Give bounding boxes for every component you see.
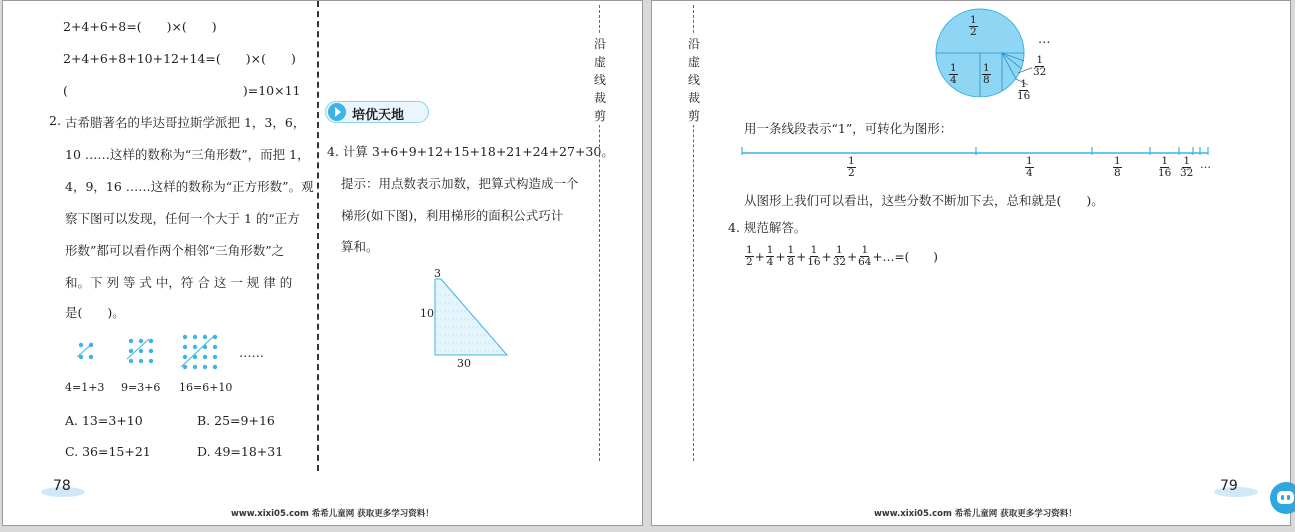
- cut-char: 沿: [687, 37, 700, 51]
- circle-label-quarter: $\frac{1}{4}$: [950, 62, 957, 86]
- q4-line-4: 算和。: [341, 239, 379, 254]
- cut-char: 线: [593, 73, 606, 87]
- segment-label-quarter: $\frac{1}{4}$: [1026, 155, 1033, 179]
- cut-char: 线: [687, 73, 700, 87]
- option-b: B. 25=9+16: [197, 413, 275, 428]
- q2-line-3: 4，9，16 ……这样的数称为“正方形数”。观: [65, 179, 314, 194]
- dot-caption-1: 4=1+3: [65, 381, 105, 394]
- page-number: 78: [53, 478, 71, 494]
- segment-ellipsis: …: [1200, 158, 1211, 171]
- conclusion-text: 从图形上我们可以看出，这些分数不断加下去，总和就是( )。: [744, 193, 1104, 208]
- segment-intro: 用一条线段表示“1”，可转化为图形：: [744, 121, 953, 136]
- equation-3: ( )=10×11: [63, 83, 301, 98]
- circle-label-half: $\frac{1}{2}$: [970, 14, 977, 38]
- dot-figures-ellipsis: ……: [239, 345, 264, 360]
- cut-char: 虚: [593, 55, 606, 69]
- column-divider: [317, 1, 319, 471]
- series-expression: $\frac{1}{2}$ + $\frac{1}{4}$ + $\frac{1}{8}$ + $\frac{1}{16}$ + $\frac{1}{32}$ + $\frac{1}{64}$ +…=( ): [746, 244, 938, 268]
- circle-label-eighth: $\frac{1}{8}$: [983, 62, 990, 86]
- chatbot-icon: [1277, 491, 1294, 504]
- series-tail: +…=( ): [872, 250, 938, 264]
- cut-char: 裁: [687, 91, 700, 105]
- section-badge: [325, 101, 429, 123]
- circle-label-thirtysecond: $\frac{1}{32}$: [1033, 54, 1047, 78]
- q4-line-3: 梯形(如下图)，利用梯形的面积公式巧计: [341, 208, 564, 223]
- trapezoid-figure: [433, 277, 513, 359]
- option-a: A. 13=3+10: [65, 413, 143, 428]
- q2-line-5: 形数”都可以看作两个相邻“三角形数”之: [65, 243, 285, 258]
- equation-1: 2+4+6+8=( )×( ): [63, 19, 217, 34]
- cut-char: 剪: [687, 109, 700, 123]
- cut-char: 虚: [687, 55, 700, 69]
- q2-line-4: 察下图可以发现，任何一个大于 1 的“正方: [65, 211, 300, 226]
- page-number: 79: [1220, 478, 1238, 494]
- footer-text: www.xixi05.com 希希儿童网 获取更多学习资料！: [874, 509, 1077, 519]
- cut-char: 沿: [593, 37, 606, 51]
- segment-label-half: $\frac{1}{2}$: [848, 155, 855, 179]
- section-badge-label: 培优天地: [352, 108, 405, 123]
- q2-line-2: 10 ……这样的数称为“三角形数”，而把 1，: [65, 147, 310, 162]
- trapezoid-side-label: 10: [420, 307, 434, 320]
- cut-char: 裁: [593, 91, 606, 105]
- cut-instruction: [687, 35, 701, 125]
- q2-line-1: 古希腊著名的毕达哥拉斯学派把 1，3，6，: [65, 115, 306, 130]
- cut-char: 剪: [593, 109, 606, 123]
- q4-title: 4. 规范解答。: [728, 220, 807, 235]
- right-page: [651, 0, 1291, 526]
- circle-label-sixteenth: $\frac{1}{16}$: [1017, 78, 1031, 102]
- circle-ellipsis: …: [1038, 31, 1051, 46]
- dot-caption-2: 9=3+6: [121, 381, 161, 394]
- segment-label-sixteenth: $\frac{1}{16}$: [1158, 155, 1172, 179]
- q4-line-1: 4. 计算 3+6+9+12+15+18+21+24+27+30。: [327, 144, 614, 159]
- q4-line-2: 提示：用点数表示加数，把算式构造成一个: [341, 176, 579, 191]
- dot-caption-3: 16=6+10: [179, 381, 233, 394]
- q2-line-6: 和。下 列 等 式 中，符 合 这 一 规 律 的: [65, 275, 293, 290]
- q2-line-7: 是( )。: [65, 305, 125, 320]
- option-c: C. 36=15+21: [65, 444, 151, 459]
- equation-2: 2+4+6+8+10+12+14=( )×( ): [63, 51, 296, 66]
- play-icon: [328, 103, 346, 121]
- trapezoid-top-label: 3: [434, 267, 441, 280]
- unit-segment: [740, 141, 1212, 157]
- q2-number: 2.: [49, 113, 61, 128]
- footer-text: www.xixi05.com 希希儿童网 获取更多学习资料！: [231, 509, 434, 519]
- cut-instruction: [593, 35, 607, 125]
- left-page: [2, 0, 643, 526]
- trapezoid-bottom-label: 30: [457, 357, 471, 370]
- option-d: D. 49=18+31: [197, 444, 284, 459]
- segment-label-eighth: $\frac{1}{8}$: [1114, 155, 1121, 179]
- segment-label-thirtysecond: $\frac{1}{32}$: [1180, 155, 1194, 179]
- assistant-chat-button[interactable]: [1270, 482, 1295, 514]
